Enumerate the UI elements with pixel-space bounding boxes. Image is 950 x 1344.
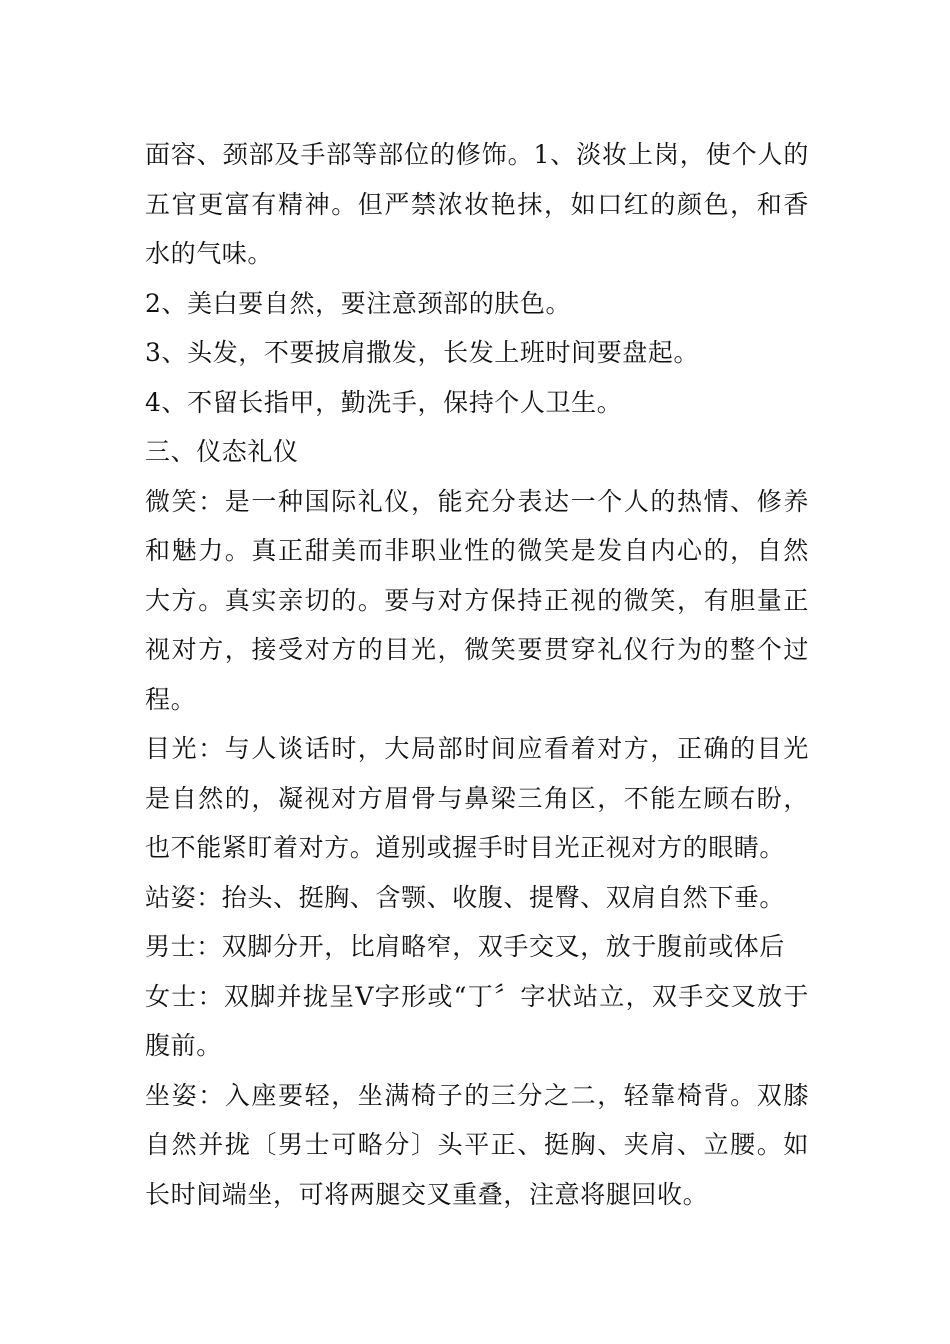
paragraph-men-standing: 男士：双脚分开，比肩略窄，双手交叉，放于腹前或体后 [145,932,786,961]
paragraph-eye-contact: 目光：与人谈话时，大局部时间应看着对方，正确的目光是自然的，凝视对方眉骨与鼻梁三角区，不能左顾右盼，也不能紧盯着对方。道别或握手时目光正视对方的眼睛。 [145,734,809,862]
paragraph-sitting-posture: 坐姿：入座要轻，坐满椅子的三分之二，轻靠椅背。双膝自然并拢〔男士可略分〕头平正、挺胸、夹肩、立腰。如长时间端坐，可将两腿交叉重叠，注意将腿回收。 [145,1080,809,1209]
paragraph-hair: 3、头发，不要披肩撒发，长发上班时间要盘起。 [145,338,700,367]
paragraph-whitening: 2、美白要自然，要注意颈部的肤色。 [145,288,572,318]
paragraph-grooming-intro: 面容、颈部及手部等部位的修饰。1、淡妆上岗，使个人的五官更富有精神。但严禁浓妆艳抹，如口红的颜色，和香水的气味。 [145,140,809,268]
paragraph-standing-posture: 站姿：抬头、挺胸、含颚、收腹、提臀、双肩自然下垂。 [145,882,786,912]
section-heading-posture-etiquette: 三、仪态礼仪 [145,437,299,466]
paragraph-women-standing: 女士：双脚并拢呈V字形或“丁〞字状站立，双手交叉放于腹前。 [145,981,809,1060]
paragraph-smile: 微笑：是一种国际礼仪，能充分表达一个人的热情、修养和魅力。真正甜美而非职业性的微笑是发自内心的，自然大方。真实亲切的。要与对方保持正视的微笑，有胆量正视对方，接受对方的目光，微笑要贯穿礼仪行为的整个过程。 [145,486,809,714]
document-page [145,130,809,1219]
paragraph-nails: 4、不留长指甲，勤洗手，保持个人卫生。 [145,387,623,417]
